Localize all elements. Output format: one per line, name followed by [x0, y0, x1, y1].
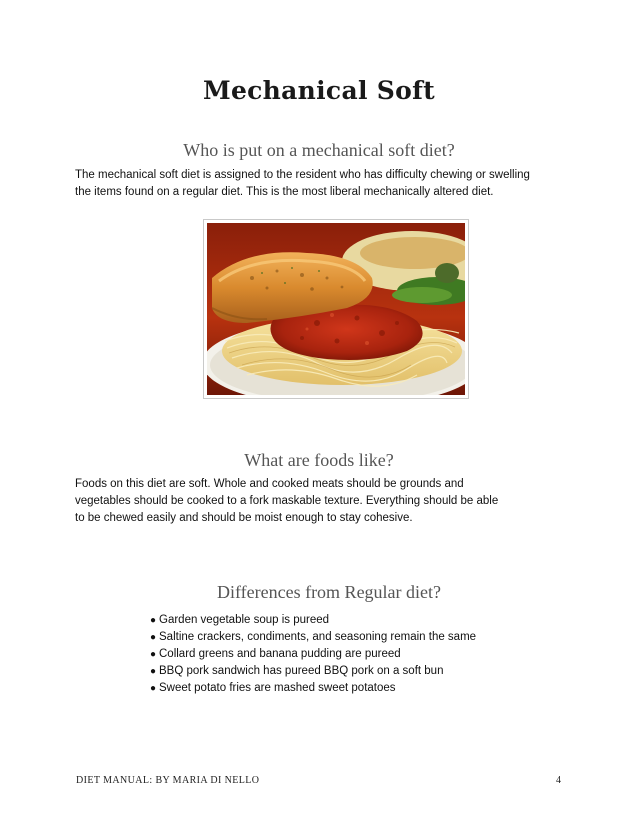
section-heading-who: [0, 140, 638, 161]
list-item-text: Sweet potato fries are mashed sweet potatoes: [159, 682, 396, 694]
bullet-icon: ●: [150, 649, 157, 660]
differences-list: [150, 612, 476, 697]
list-item: [150, 663, 476, 680]
bullet-icon: ●: [150, 615, 157, 626]
spaghetti-photo-image: [207, 223, 465, 395]
section-heading-foods-text: What are foods like?: [244, 450, 394, 470]
paragraph-foods: [75, 476, 535, 527]
bullet-icon: ●: [150, 632, 157, 643]
list-item: [150, 629, 476, 646]
bullet-icon: ●: [150, 683, 157, 694]
section-heading-differences: [0, 582, 638, 603]
list-item-text: Garden vegetable soup is pureed: [159, 614, 330, 626]
list-item-text: Collard greens and banana pudding are pureed: [159, 648, 401, 660]
list-item-text: BBQ pork sandwich has pureed BBQ pork on a soft bun: [159, 665, 444, 677]
section-heading-who-text: Who is put on a mechanical soft diet?: [183, 140, 455, 160]
footer-credit: DIET MANUAL: BY MARIA DI NELLO: [76, 775, 260, 786]
paragraph-who: [75, 167, 565, 201]
list-item: [150, 646, 476, 663]
list-item: [150, 680, 476, 697]
paragraph-line: Foods on this diet are soft. Whole and cooked meats should be grounds and: [75, 478, 464, 490]
paragraph-line: vegetables should be cooked to a fork maskable texture. Everything should be able: [75, 495, 499, 507]
list-item-text: Saltine crackers, condiments, and seasoning remain the same: [159, 631, 477, 643]
paragraph-line: the items found on a regular diet. This is the most liberal mechanically altered diet.: [75, 186, 494, 198]
page-number: 4: [556, 775, 561, 786]
food-photo: [203, 219, 469, 399]
list-item: [150, 612, 476, 629]
paragraph-line: to be chewed easily and should be moist enough to stay cohesive.: [75, 512, 413, 524]
section-heading-foods: [0, 450, 638, 471]
section-heading-differences-text: Differences from Regular diet?: [216, 582, 442, 602]
paragraph-line: The mechanical soft diet is assigned to the resident who has difficulty chewing or swelling: [75, 169, 530, 181]
page-title: Mechanical Soft: [202, 76, 435, 105]
bullet-icon: ●: [150, 666, 157, 677]
